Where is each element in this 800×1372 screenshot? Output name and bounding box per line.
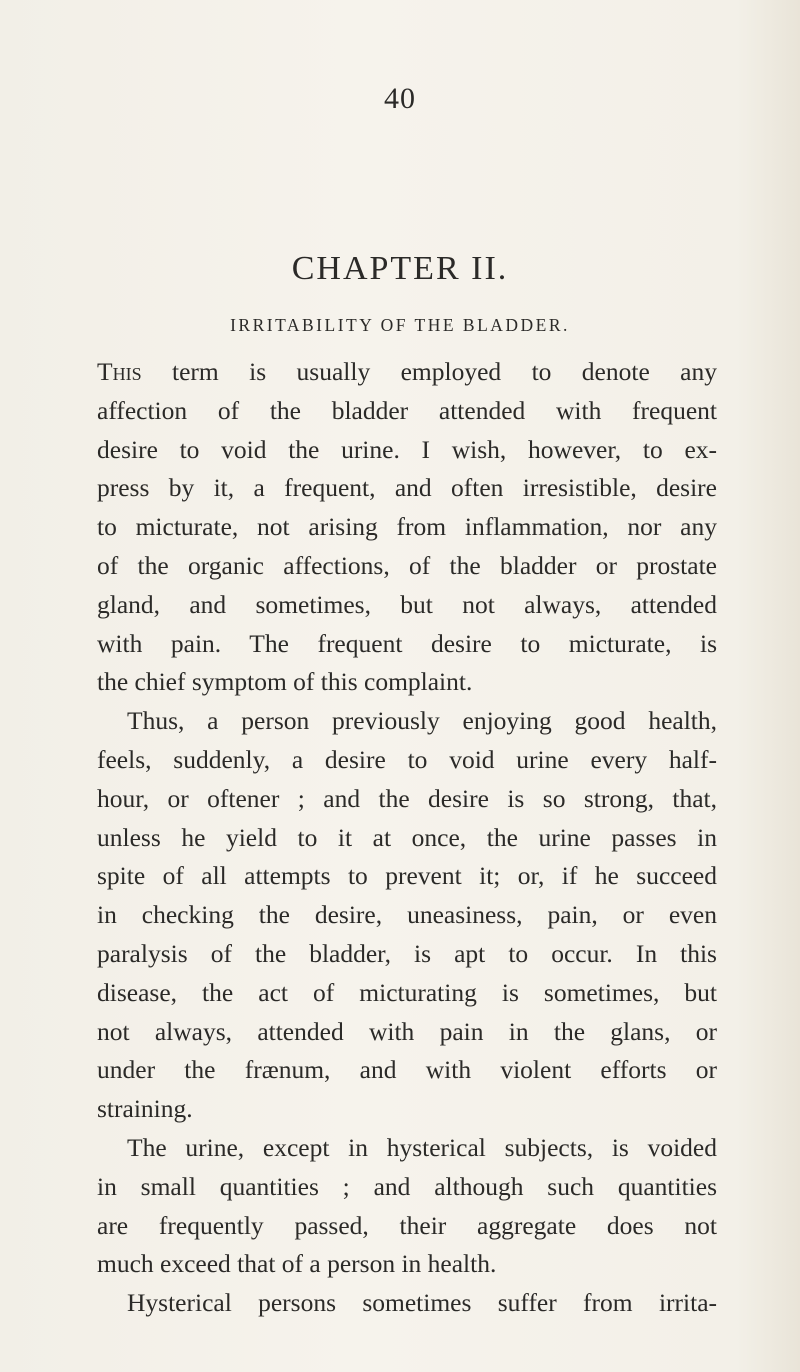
text-line: affection of the bladder attended with frequent bbox=[97, 395, 717, 425]
text-line: much exceed that of a person in health. bbox=[97, 1249, 497, 1279]
lead-word: This bbox=[97, 357, 142, 386]
text-line: with pain. The frequent desire to micturate, is bbox=[97, 628, 717, 658]
text-line: spite of all attempts to prevent it; or, if he succeed bbox=[97, 861, 717, 891]
chapter-title: CHAPTER II. bbox=[291, 250, 509, 287]
text-line: not always, attended with pain in the glans, or bbox=[97, 1016, 717, 1046]
text-line: disease, the act of micturating is sometimes, but bbox=[97, 977, 717, 1007]
text-line bbox=[97, 353, 717, 392]
text-line: are frequently passed, their aggregate does not bbox=[97, 1210, 717, 1240]
body-text bbox=[97, 353, 717, 1323]
text-line: gland, and sometimes, but not always, attended bbox=[97, 589, 717, 619]
text-line: feels, suddenly, a desire to void urine every half- bbox=[97, 744, 717, 774]
text-line-content: term is usually employed to denote any bbox=[141, 357, 717, 386]
page-number: 40 bbox=[384, 82, 416, 115]
text-line: the chief symptom of this complaint. bbox=[97, 667, 473, 697]
text-line: The urine, except in hysterical subjects, is voided bbox=[127, 1132, 717, 1162]
text-line: in checking the desire, uneasiness, pain, or even bbox=[97, 900, 717, 930]
text-line: unless he yield to it at once, the urine passes in bbox=[97, 822, 717, 852]
text-line: hour, or oftener ; and the desire is so strong, that, bbox=[97, 783, 717, 813]
text-line: of the organic affections, of the bladder or prostate bbox=[97, 550, 717, 580]
text-line: paralysis of the bladder, is apt to occur. In this bbox=[97, 938, 717, 968]
text-line: to micturate, not arising from inflammation, nor any bbox=[97, 512, 717, 542]
text-line: straining. bbox=[97, 1094, 193, 1124]
text-line: Thus, a person previously enjoying good health, bbox=[127, 706, 717, 736]
text-line: desire to void the urine. I wish, however, to ex- bbox=[97, 434, 717, 464]
text-line: press by it, a frequent, and often irresistible, desire bbox=[97, 473, 717, 503]
chapter-subtitle: IRRITABILITY OF THE BLADDER. bbox=[230, 315, 570, 335]
text-line: Hysterical persons sometimes suffer from irrita- bbox=[127, 1288, 717, 1318]
text-line: in small quantities ; and although such quantities bbox=[97, 1171, 717, 1201]
text-line: under the frænum, and with violent efforts or bbox=[97, 1055, 717, 1085]
